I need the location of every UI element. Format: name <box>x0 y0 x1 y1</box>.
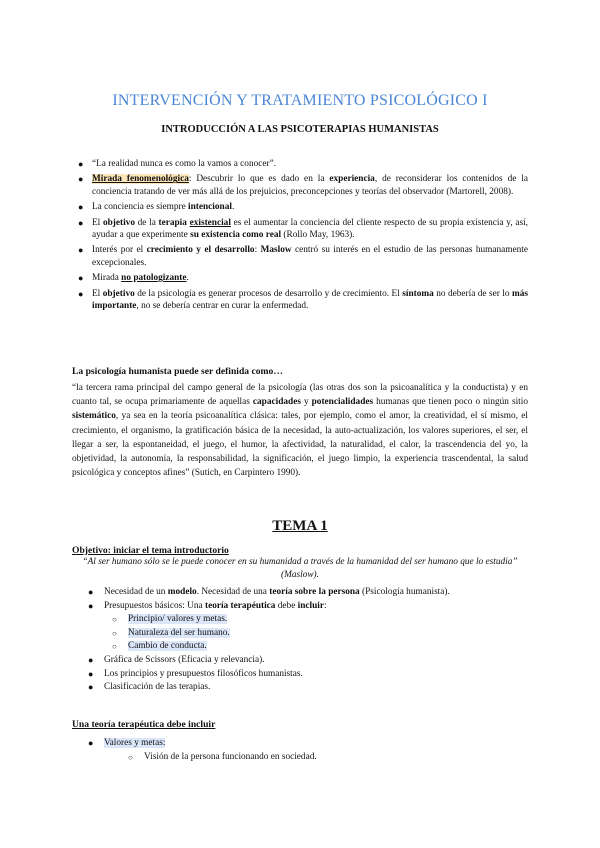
list-item: ● Mirada fenomenológica: Descubrir lo que es dado en la experiencia, de reconsiderar los contenidos de la conciencia tratando de ver más allá de los prejuicios, preconcepciones y teorías del observador (Martorell, 2008). <box>78 174 528 197</box>
theory-list <box>88 737 528 764</box>
bullet-icon: ● <box>78 159 84 169</box>
list-item: ● Los principios y presupuestos filosóficos humanistas. <box>88 668 528 682</box>
bullet-icon: ● <box>88 600 94 611</box>
circle-bullet-icon: ○ <box>112 615 117 625</box>
list-item: ● El objetivo de la terapia existencial es el aumentar la conciencia del cliente respecto de su propia existencia y, así, ayudar a que experimente su existencia como real (Rollo May, 1963). <box>78 217 528 241</box>
list-item: ● El objetivo de la psicología es generar procesos de desarrollo y de crecimiento. El síntoma no debería de ser lo más importante, no se debería centrar en curar la enfermedad. <box>78 288 528 312</box>
circle-bullet-icon: ○ <box>112 628 117 638</box>
tema-list <box>88 586 528 695</box>
objective-heading: Objetivo: iniciar el tema introductorio <box>72 545 229 556</box>
bullet-icon: ● <box>88 668 94 679</box>
list-item: ● Gráfica de Scissors (Eficacia y relevancia). <box>88 654 528 668</box>
bullet-icon: ● <box>88 654 94 665</box>
list-item: ● Presupuestos básicos: Una teoría terapéutica debe incluir: <box>88 600 528 614</box>
list-item: ● Valores y metas: <box>88 737 528 751</box>
bullet-icon: ● <box>78 174 84 185</box>
theory-heading: Una teoría terapéutica debe incluir <box>72 719 216 730</box>
list-item: ● Clasificación de las terapias. <box>88 681 528 695</box>
bullet-icon: ● <box>88 682 94 693</box>
document-title: INTERVENCIÓN Y TRATAMIENTO PSICOLÓGICO I <box>112 92 488 109</box>
bullet-icon: ● <box>78 217 84 228</box>
definition-paragraph: “la tercera rama principal del campo general de la psicología (las otras dos son la psicoanalítica y la conductista) y en cuanto tal, se ocupa primariamente de aquellas capacidades y potencialidades humanas que tienen poco o ningún sitio sistemático, ya sea en la teoría psicoanalítica clásica: tales, por ejemplo, como el amor, la creatividad, el sí mismo, el crecimiento, el organismo, la gratificación básica de la necesidad, la auto-actualización, los valores superiores, el ser, el llegar a ser, la espontaneidad, el juego, el humor, la afectividad, la naturalidad, el calor, la trascendencia del yo, la objetividad, la autonomía, la responsabilidad, la significación, el juego limpio, la experiencia trascendental, la salud psicológica y conceptos afines” (Sutich, en Carpintero 1990). <box>72 383 528 479</box>
sub-list-item: ○ Naturaleza del ser humano. <box>88 627 528 641</box>
bullet-icon: ● <box>78 273 84 284</box>
intro-bullet-list <box>78 158 528 315</box>
list-item: ● La conciencia es siempre intencional. <box>78 202 235 213</box>
bullet-icon: ● <box>78 245 84 256</box>
list-item: ● Mirada no patologizante. <box>78 273 189 284</box>
tema-heading: TEMA 1 <box>272 518 328 534</box>
bullet-icon: ● <box>78 288 84 299</box>
bullet-icon: ● <box>88 738 94 748</box>
document-subtitle: INTRODUCCIÓN A LAS PSICOTERAPIAS HUMANISTAS <box>161 124 439 135</box>
circle-bullet-icon: ○ <box>112 642 117 652</box>
list-item: ● “La realidad nunca es como la vamos a conocer”. <box>78 159 277 169</box>
maslow-quote: “Al ser humano sólo se le puede conocer en su humanidad a través de la humanidad del ser humano que lo estudia” (Maslow). <box>82 557 518 580</box>
bullet-icon: ● <box>88 587 94 597</box>
sub-list-item: ○ Cambio de conducta. <box>88 640 528 654</box>
definition-heading: La psicología humanista puede ser definida como… <box>72 366 283 377</box>
sub-list-item: ○ Visión de la persona funcionando en sociedad. <box>88 751 528 765</box>
bullet-icon: ● <box>78 202 84 213</box>
circle-bullet-icon: ○ <box>128 752 133 762</box>
list-item: ● Necesidad de un modelo. Necesidad de una teoría sobre la persona (Psicología humanista). <box>88 586 528 600</box>
sub-list-item: ○ Principio/ valores y metas. <box>88 613 528 627</box>
list-item: ● Interés por el crecimiento y el desarrollo: Maslow centró su interés en el estudio de las personas humanamente excepcionales. <box>78 245 528 268</box>
